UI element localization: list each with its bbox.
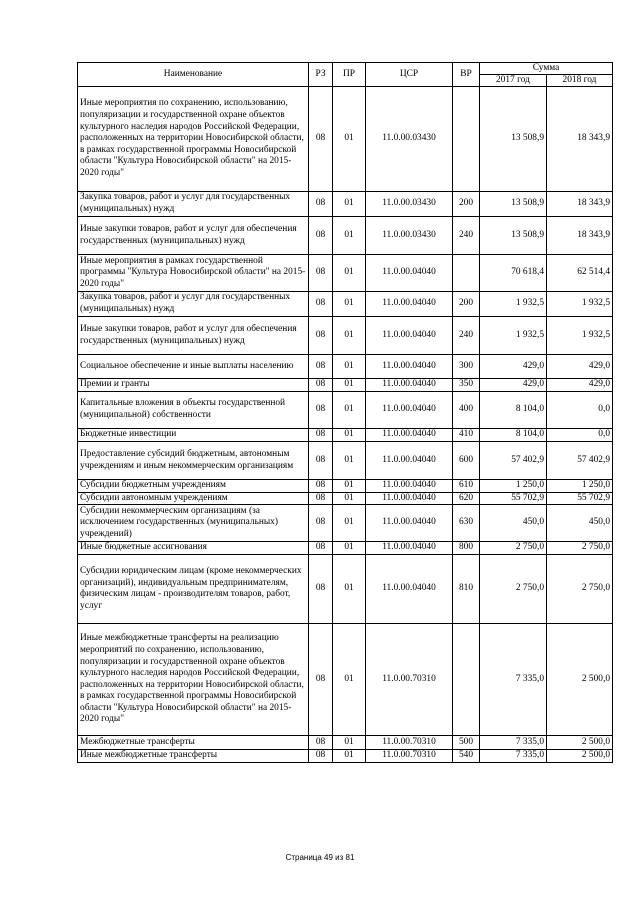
- row-name: Премии и гранты: [78, 379, 309, 392]
- row-sum-2017: 57 402,9: [480, 442, 547, 480]
- row-rz: 08: [309, 292, 333, 317]
- row-pr: 01: [333, 736, 366, 750]
- row-name: Закупка товаров, работ и услуг для государственных (муниципальных) нужд: [78, 292, 309, 317]
- row-csr: 11.0.00.04040: [366, 292, 453, 317]
- row-sum-2017: 429,0: [480, 379, 547, 392]
- row-sum-2018: 1 250,0: [547, 480, 613, 493]
- row-sum-2018: 62 514,4: [547, 255, 613, 292]
- row-rz: 08: [309, 87, 333, 192]
- row-name: Субсидии некоммерческим организациям (за исключением государственных (муниципальных) учреждений): [78, 505, 309, 542]
- page-number: Страница 49 из 81: [285, 853, 355, 862]
- row-name: Предоставление субсидий бюджетным, автономным учреждениям и иным некоммерческим организациям: [78, 442, 309, 480]
- table-row: [78, 255, 613, 292]
- table-row: [78, 379, 613, 392]
- row-csr: 11.0.00.04040: [366, 429, 453, 442]
- row-pr: 01: [333, 217, 366, 255]
- row-vr: 410: [453, 429, 480, 442]
- table-row: [78, 217, 613, 255]
- row-rz: 08: [309, 255, 333, 292]
- table-row: [78, 555, 613, 624]
- row-csr: 11.0.00.03430: [366, 87, 453, 192]
- row-pr: 01: [333, 442, 366, 480]
- row-pr: 01: [333, 480, 366, 493]
- row-name: Социальное обеспечение и иные выплаты населению: [78, 355, 309, 379]
- row-sum-2018: 1 932,5: [547, 317, 613, 355]
- row-name: Иные межбюджетные трансферты: [78, 750, 309, 763]
- row-pr: 01: [333, 505, 366, 542]
- row-pr: 01: [333, 379, 366, 392]
- row-vr: 500: [453, 736, 480, 750]
- row-rz: 08: [309, 379, 333, 392]
- row-csr: 11.0.00.04040: [366, 392, 453, 429]
- row-rz: 08: [309, 442, 333, 480]
- row-csr: 11.0.00.04040: [366, 480, 453, 493]
- row-vr: [453, 624, 480, 736]
- row-vr: 200: [453, 192, 480, 217]
- header-pr: ПР: [333, 63, 366, 87]
- row-rz: 08: [309, 355, 333, 379]
- row-rz: 08: [309, 317, 333, 355]
- row-sum-2017: 7 335,0: [480, 736, 547, 750]
- row-sum-2018: 2 750,0: [547, 555, 613, 624]
- row-csr: 11.0.00.70310: [366, 750, 453, 763]
- row-pr: 01: [333, 392, 366, 429]
- row-vr: 240: [453, 217, 480, 255]
- row-sum-2017: 2 750,0: [480, 555, 547, 624]
- row-sum-2017: 1 250,0: [480, 480, 547, 493]
- row-rz: 08: [309, 505, 333, 542]
- row-sum-2017: 1 932,5: [480, 317, 547, 355]
- row-sum-2017: 70 618,4: [480, 255, 547, 292]
- row-csr: 11.0.00.03430: [366, 217, 453, 255]
- row-rz: 08: [309, 392, 333, 429]
- row-name: Капитальные вложения в объекты государственной (муниципальной) собственности: [78, 392, 309, 429]
- row-vr: 350: [453, 379, 480, 392]
- row-name: Иные закупки товаров, работ и услуг для обеспечения государственных (муниципальных) нужд: [78, 217, 309, 255]
- row-sum-2018: 2 500,0: [547, 624, 613, 736]
- table-row: [78, 292, 613, 317]
- table-row: [78, 317, 613, 355]
- row-vr: 400: [453, 392, 480, 429]
- row-sum-2017: 450,0: [480, 505, 547, 542]
- row-sum-2018: 0,0: [547, 429, 613, 442]
- budget-table: [77, 62, 613, 763]
- row-pr: 01: [333, 542, 366, 555]
- table-body: [78, 87, 613, 763]
- row-name: Иные межбюджетные трансферты на реализацию мероприятий по сохранению, использованию, популяризации и государственной охране объектов культурного наследия народов Российской Федерации, расположенных на территории Новосибирской области, в рамках государственной программы Новосибирской области "Культура Новосибирской области" на 2015-2020 годы": [78, 624, 309, 736]
- row-pr: 01: [333, 492, 366, 505]
- table-row: [78, 442, 613, 480]
- header-year-2017: 2017 год: [480, 75, 547, 87]
- row-sum-2018: 450,0: [547, 505, 613, 542]
- row-name: Субсидии бюджетным учреждениям: [78, 480, 309, 493]
- row-pr: 01: [333, 292, 366, 317]
- table-row: [78, 192, 613, 217]
- row-name: Межбюджетные трансферты: [78, 736, 309, 750]
- row-pr: 01: [333, 555, 366, 624]
- header-name: Наименование: [78, 63, 309, 87]
- row-rz: 08: [309, 492, 333, 505]
- row-sum-2018: 0,0: [547, 392, 613, 429]
- header-vr: ВР: [453, 63, 480, 87]
- table-row: [78, 505, 613, 542]
- header-csr: ЦСР: [366, 63, 453, 87]
- row-sum-2018: 2 500,0: [547, 750, 613, 763]
- row-sum-2018: 18 343,9: [547, 87, 613, 192]
- row-name: Иные мероприятия в рамках государственной программы "Культура Новосибирской области" на 2015-2020 годы": [78, 255, 309, 292]
- row-rz: 08: [309, 736, 333, 750]
- table-row: [78, 624, 613, 736]
- row-vr: 630: [453, 505, 480, 542]
- row-sum-2017: 2 750,0: [480, 542, 547, 555]
- row-sum-2017: 7 335,0: [480, 750, 547, 763]
- row-sum-2018: 2 750,0: [547, 542, 613, 555]
- row-name: Закупка товаров, работ и услуг для государственных (муниципальных) нужд: [78, 192, 309, 217]
- row-vr: [453, 87, 480, 192]
- row-csr: 11.0.00.04040: [366, 492, 453, 505]
- table-row: [78, 355, 613, 379]
- table-row: [78, 480, 613, 493]
- table-row: [78, 392, 613, 429]
- row-vr: 200: [453, 292, 480, 317]
- row-name: Бюджетные инвестиции: [78, 429, 309, 442]
- row-vr: 620: [453, 492, 480, 505]
- row-rz: 08: [309, 555, 333, 624]
- row-sum-2018: 18 343,9: [547, 192, 613, 217]
- row-rz: 08: [309, 429, 333, 442]
- row-sum-2018: 429,0: [547, 355, 613, 379]
- row-rz: 08: [309, 750, 333, 763]
- row-vr: 540: [453, 750, 480, 763]
- row-csr: 11.0.00.04040: [366, 542, 453, 555]
- row-pr: 01: [333, 192, 366, 217]
- row-name: Иные мероприятия по сохранению, использованию, популяризации и государственной охране объектов культурного наследия народов Российской Федерации, расположенных на территории Новосибирской области, в рамках государственной программы Новосибирской области "Культура Новосибирской области" на 2015-2020 годы": [78, 87, 309, 192]
- row-sum-2018: 2 500,0: [547, 736, 613, 750]
- row-sum-2017: 13 508,9: [480, 217, 547, 255]
- row-csr: 11.0.00.03430: [366, 192, 453, 217]
- row-vr: 810: [453, 555, 480, 624]
- row-rz: 08: [309, 217, 333, 255]
- table-row: [78, 429, 613, 442]
- row-sum-2017: 7 335,0: [480, 624, 547, 736]
- table-row: [78, 492, 613, 505]
- row-sum-2018: 429,0: [547, 379, 613, 392]
- row-vr: 800: [453, 542, 480, 555]
- row-sum-2017: 13 508,9: [480, 87, 547, 192]
- row-sum-2018: 55 702,9: [547, 492, 613, 505]
- row-vr: 610: [453, 480, 480, 493]
- row-csr: 11.0.00.04040: [366, 355, 453, 379]
- row-name: Субсидии юридическим лицам (кроме некоммерческих организаций), индивидуальным предпринимателям, физическим лицам - производителям товаров, работ, услуг: [78, 555, 309, 624]
- row-vr: 240: [453, 317, 480, 355]
- row-csr: 11.0.00.04040: [366, 442, 453, 480]
- header-rz: РЗ: [309, 63, 333, 87]
- row-name: Субсидии автономным учреждениям: [78, 492, 309, 505]
- row-vr: 600: [453, 442, 480, 480]
- row-pr: 01: [333, 317, 366, 355]
- header-year-2018: 2018 год: [547, 75, 613, 87]
- table-row: [78, 542, 613, 555]
- row-vr: [453, 255, 480, 292]
- row-pr: 01: [333, 750, 366, 763]
- row-sum-2017: 429,0: [480, 355, 547, 379]
- row-pr: 01: [333, 87, 366, 192]
- row-rz: 08: [309, 480, 333, 493]
- row-sum-2018: 57 402,9: [547, 442, 613, 480]
- row-rz: 08: [309, 542, 333, 555]
- row-csr: 11.0.00.04040: [366, 317, 453, 355]
- row-rz: 08: [309, 192, 333, 217]
- row-csr: 11.0.00.04040: [366, 255, 453, 292]
- header-sum: Сумма: [480, 63, 613, 75]
- table-row: [78, 750, 613, 763]
- row-rz: 08: [309, 624, 333, 736]
- row-sum-2017: 8 104,0: [480, 429, 547, 442]
- row-sum-2017: 8 104,0: [480, 392, 547, 429]
- row-csr: 11.0.00.04040: [366, 555, 453, 624]
- table-row: [78, 736, 613, 750]
- row-sum-2018: 18 343,9: [547, 217, 613, 255]
- row-csr: 11.0.00.70310: [366, 624, 453, 736]
- row-csr: 11.0.00.70310: [366, 736, 453, 750]
- row-csr: 11.0.00.04040: [366, 505, 453, 542]
- row-sum-2017: 1 932,5: [480, 292, 547, 317]
- table-row: [78, 87, 613, 192]
- row-csr: 11.0.00.04040: [366, 379, 453, 392]
- row-vr: 300: [453, 355, 480, 379]
- row-name: Иные бюджетные ассигнования: [78, 542, 309, 555]
- row-name: Иные закупки товаров, работ и услуг для обеспечения государственных (муниципальных) нужд: [78, 317, 309, 355]
- row-pr: 01: [333, 429, 366, 442]
- row-pr: 01: [333, 624, 366, 736]
- row-sum-2017: 55 702,9: [480, 492, 547, 505]
- row-pr: 01: [333, 355, 366, 379]
- row-sum-2017: 13 508,9: [480, 192, 547, 217]
- row-sum-2018: 1 932,5: [547, 292, 613, 317]
- row-pr: 01: [333, 255, 366, 292]
